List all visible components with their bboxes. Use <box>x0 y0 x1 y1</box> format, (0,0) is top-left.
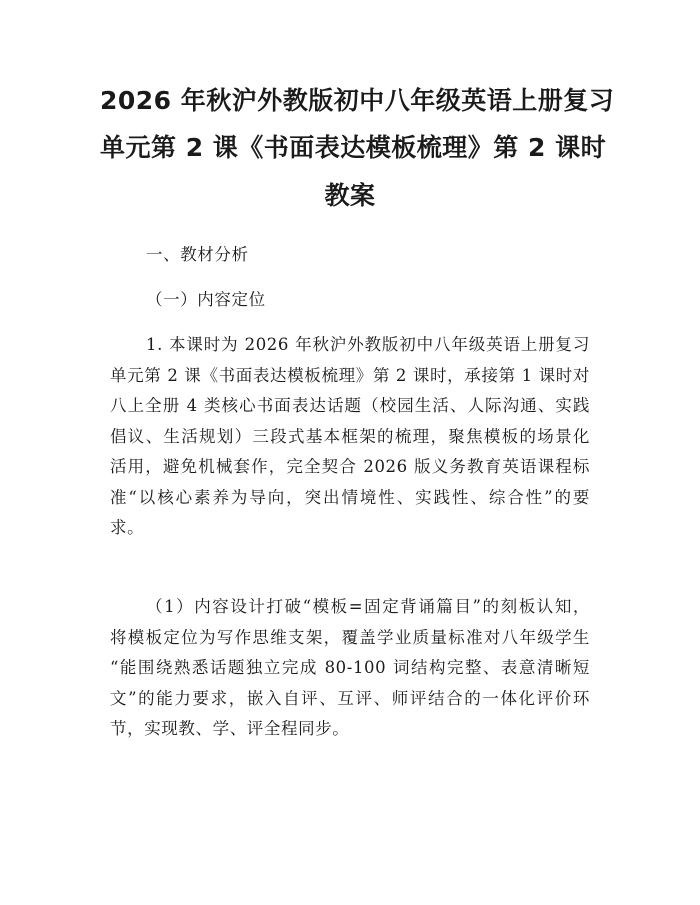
section-heading: 一、教材分析 <box>146 245 249 264</box>
paragraph-2-line: 将模板定位为写作思维支架，覆盖学业质量标准对八年级学生 <box>110 627 590 647</box>
paragraph-1-line: 活用，避免机械套作，完全契合 2026 版义务教育英语课程标 <box>110 457 590 476</box>
document-title-line-1: 2026 年秋沪外教版初中八年级英语上册复习 <box>100 86 615 115</box>
document-title-line-3: 教案 <box>324 181 376 210</box>
paragraph-1-line: 单元第 2 课《书面表达模板梳理》第 2 课时，承接第 1 课时对 <box>110 365 590 385</box>
paragraph-1-line: 八上全册 4 类核心书面表达话题（校园生活、人际沟通、实践 <box>110 396 590 415</box>
paragraph-2 <box>110 592 590 745</box>
paragraph-1-line: 1. 本课时为 2026 年秋沪外教版初中八年级英语上册复习 <box>146 335 590 354</box>
paragraph-1-line: 倡议、生活规划）三段式基本框架的梳理，聚焦模板的场景化 <box>110 426 590 446</box>
paragraph-2-line: 文”的能力要求，嵌入自评、互评、师评结合的一体化评价环 <box>110 688 590 708</box>
paragraph-2-line: “能围绕熟悉话题独立完成 80-100 词结构完整、表意清晰短 <box>110 658 590 677</box>
subsection-heading: （一）内容定位 <box>146 290 266 309</box>
paragraph-1 <box>110 330 590 544</box>
paragraph-1-line: 准“以核心素养为导向，突出情境性、实践性、综合性”的要 <box>110 487 590 507</box>
paragraph-1-line: 求。 <box>110 518 145 537</box>
document-title-line-2: 单元第 2 课《书面表达模板梳理》第 2 课时 <box>100 133 607 162</box>
paragraph-2-line: 节，实现教、学、评全程同步。 <box>110 719 350 738</box>
paragraph-2-line: （1）内容设计打破“模板=固定背诵篇目”的刻板认知， <box>146 597 590 616</box>
